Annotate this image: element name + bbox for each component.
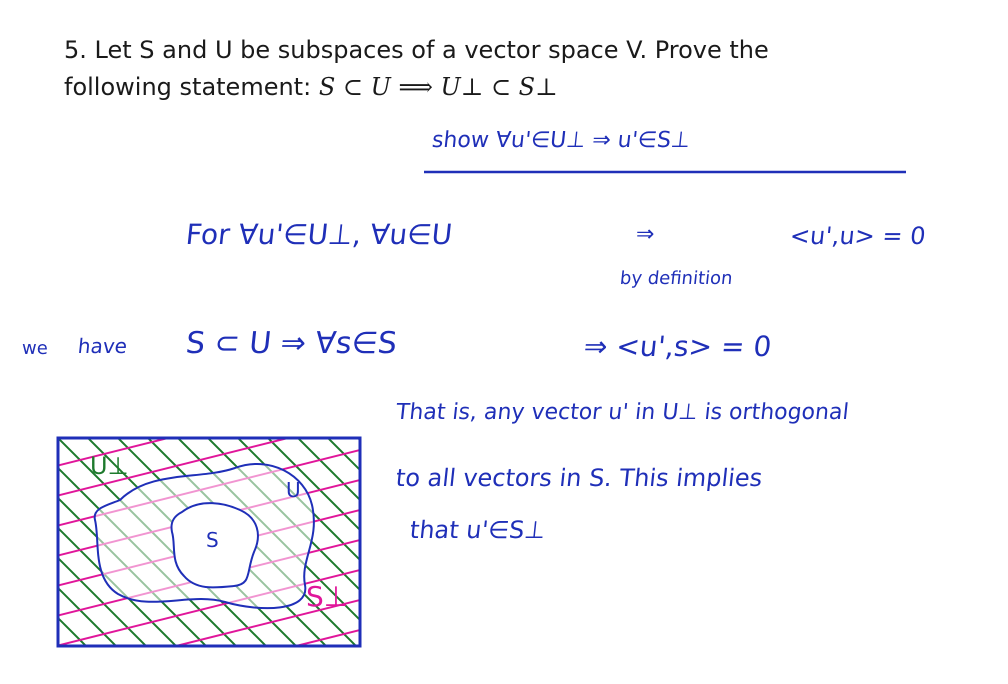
line1-for-all: For ∀u'∈U⊥, ∀u∈U: [184, 218, 454, 251]
label-s-perp: S⊥: [306, 580, 349, 613]
line1-inner-product: <u',u> = 0: [788, 222, 927, 250]
goal-note: show ∀u'∈U⊥ ⇒ u'∈S⊥: [430, 128, 692, 153]
problem-implication: S ⊂ U ⟹ U⊥ ⊂ S⊥: [318, 73, 558, 101]
para-line-1: That is, any vector u' in U⊥ is orthogonal: [394, 400, 850, 425]
problem-number: 5.: [64, 36, 87, 64]
para-line-3: that u'∈S⊥: [408, 516, 547, 544]
para-line-2: to all vectors in S. This implies: [394, 464, 764, 492]
subspace-diagram: [0, 380, 620, 684]
line2-have: have: [76, 334, 129, 358]
line2-we: we: [22, 338, 48, 359]
line2-inner-product: ⇒ <u',s> = 0: [582, 330, 774, 363]
problem-text-1: Let S and U be subspaces of a vector space V. Prove the: [94, 36, 769, 64]
label-u-perp: U⊥: [90, 452, 129, 480]
label-s: S: [206, 528, 219, 552]
label-u: U: [286, 478, 301, 502]
problem-text-2: following statement:: [64, 73, 312, 101]
by-definition-note: by definition: [618, 268, 734, 289]
line1-arrow: ⇒: [636, 222, 655, 247]
line2-subset: S ⊂ U ⇒ ∀s∈S: [184, 326, 399, 361]
